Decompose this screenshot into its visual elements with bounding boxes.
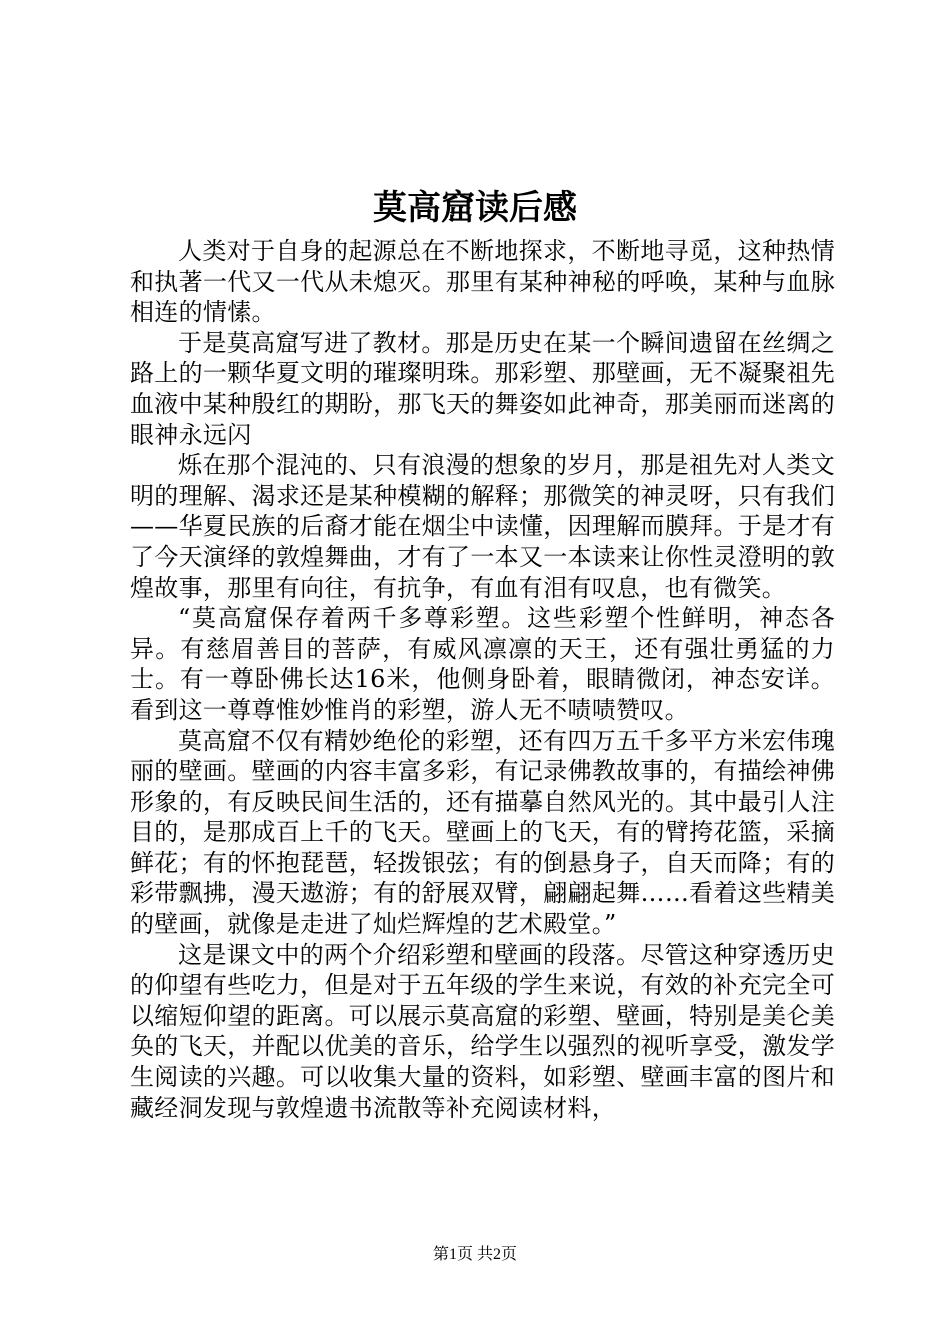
paragraph-5: 莫高窟不仅有精妙绝伦的彩塑，还有四万五千多平方米宏伟瑰丽的壁画。壁画的内容丰富多彩，有记录佛教故事的，有描绘神佛形象的，有反映民间生活的，还有描摹自然风光的。其中最引人注目的，是那成百上千的飞天。壁画上的飞天，有的臂挎花篮，采摘鲜花；有的怀抱琵琶，轻拨银弦；有的倒悬身子，自天而降；有的彩带飘拂，漫天遨游；有的舒展双臂，翩翩起舞……看着这些精美的壁画，就像是走进了灿烂辉煌的艺术殿堂。” <box>130 726 835 939</box>
document-body <box>130 236 835 1123</box>
paragraph-4: “莫高窟保存着两千多尊彩塑。这些彩塑个性鲜明，神态各异。有慈眉善目的菩萨，有威风凛凛的天王，还有强壮勇猛的力士。有一尊卧佛长达16米，他侧身卧着，眼睛微闭，神态安详。看到这一尊尊惟妙惟肖的彩塑，游人无不啧啧赞叹。 <box>130 604 835 724</box>
page-title: 莫高窟读后感 <box>373 188 577 228</box>
paragraph-1: 人类对于自身的起源总在不断地探求，不断地寻觅，这种热情和执著一代又一代从未熄灭。那里有某种神秘的呼唤，某种与血脉相连的情愫。 <box>130 237 835 327</box>
paragraph-2: 于是莫高窟写进了教材。那是历史在某一个瞬间遗留在丝绸之路上的一颗华夏文明的璀璨明珠。那彩塑、那壁画，无不凝聚祖先血液中某种殷红的期盼，那飞天的舞姿如此神奇，那美丽而迷离的眼神永远闪 <box>130 328 835 449</box>
paragraph-3: 烁在那个混沌的、只有浪漫的想象的岁月，那是祖先对人类文明的理解、渴求还是某种模糊的解释；那微笑的神灵呀，只有我们——华夏民族的后裔才能在烟尘中读懂，因理解而膜拜。于是才有了今天演绎的敦煌舞曲，才有了一本又一本读来让你性灵澄明的敦煌故事，那里有向往，有抗争，有血有泪有叹息，也有微笑。 <box>130 451 835 602</box>
page-footer: 第1页 共2页 <box>432 1246 517 1263</box>
paragraph-6: 这是课文中的两个介绍彩塑和壁画的段落。尽管这种穿透历史的仰望有些吃力，但是对于五年级的学生来说，有效的补充完全可以缩短仰望的距离。可以展示莫高窟的彩塑、壁画，特别是美仑美奂的飞天，并配以优美的音乐，给学生以强烈的视听享受，激发学生阅读的兴趣。可以收集大量的资料，如彩塑、壁画丰富的图片和藏经洞发现与敦煌遗书流散等补充阅读材料， <box>130 940 835 1122</box>
